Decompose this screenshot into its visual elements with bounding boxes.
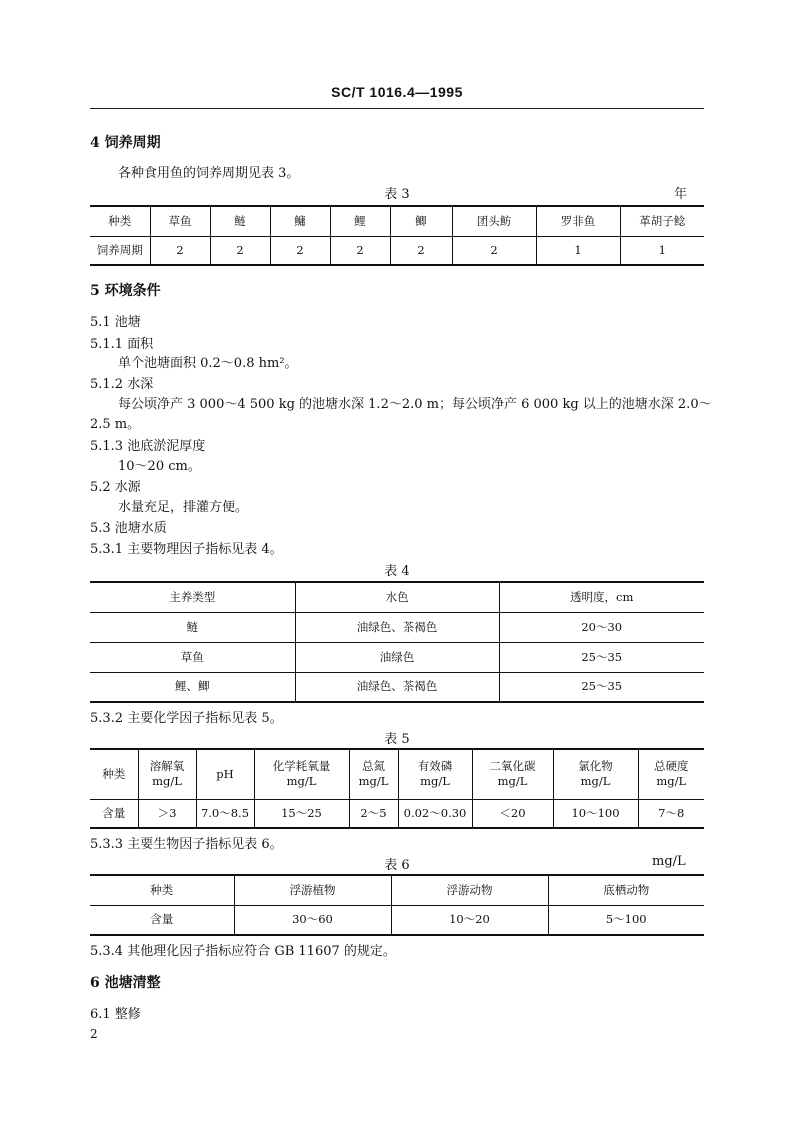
table-cell: 含量 — [90, 799, 138, 828]
table-cell: 底栖动物 — [548, 875, 704, 905]
table-cell: 5～100 — [548, 905, 704, 935]
table-cell — [196, 749, 254, 799]
section-5-1-2-text-cont: 2.5 m。 — [90, 417, 141, 432]
column-name: 氯化物 — [578, 759, 613, 774]
table-cell: 鲤、鲫 — [90, 672, 295, 702]
table-cell: 油绿色、茶褐色 — [295, 612, 499, 642]
column-unit: mg/L — [420, 774, 450, 789]
table6-caption: 表 6 — [384, 858, 410, 873]
table-cell: ＞3 — [138, 799, 196, 828]
table-row — [90, 875, 704, 905]
column-name: 总氮 — [362, 759, 385, 774]
table-cell: 2 — [270, 236, 330, 265]
table-cell — [398, 749, 472, 799]
table-cell: 30～60 — [234, 905, 391, 935]
section-5-2-text: 水量充足，排灌方便。 — [118, 500, 249, 515]
table-cell: 油绿色 — [295, 642, 499, 672]
section-5-1-2: 5.1.2 水深 — [90, 377, 154, 392]
table-row — [90, 206, 704, 236]
table-5 — [90, 748, 704, 829]
section-5-1-1-text: 单个池塘面积 0.2～0.8 hm²。 — [118, 356, 298, 371]
table-4 — [90, 581, 704, 703]
table-cell: 15～25 — [254, 799, 349, 828]
table-cell: 鲢 — [210, 206, 270, 236]
table-cell: 浮游植物 — [234, 875, 391, 905]
page-number: 2 — [90, 1027, 98, 1041]
table3-caption: 表 3 — [384, 187, 410, 202]
table-cell: 种类 — [90, 206, 150, 236]
document-code: SC/T 1016.4—1995 — [331, 84, 463, 100]
table-row — [90, 672, 704, 702]
table-cell: 0.02～0.30 — [398, 799, 472, 828]
table-cell: 2 — [150, 236, 210, 265]
table-cell: 25～35 — [499, 672, 704, 702]
section-5-3-4: 5.3.4 其他理化因子指标应符合 GB 11607 的规定。 — [90, 944, 396, 959]
table-6 — [90, 874, 704, 936]
table-row — [90, 612, 704, 642]
table-cell: 草鱼 — [150, 206, 210, 236]
table-cell: 2～5 — [349, 799, 398, 828]
table-cell: 透明度，cm — [499, 582, 704, 612]
table-cell: 革胡子鲶 — [620, 206, 704, 236]
table-cell — [638, 749, 704, 799]
table-cell: 2 — [210, 236, 270, 265]
column-name: 有效磷 — [417, 759, 453, 774]
table-cell: 7～8 — [638, 799, 704, 828]
table-cell: 油绿色、茶褐色 — [295, 672, 499, 702]
table-cell: 鲫 — [390, 206, 452, 236]
column-unit: mg/L — [152, 774, 182, 789]
column-name: 总硬度 — [654, 759, 689, 774]
table-row — [90, 642, 704, 672]
section-5-1-3: 5.1.3 池底淤泥厚度 — [90, 439, 206, 454]
table-cell: 20～30 — [499, 612, 704, 642]
table-cell: 1 — [536, 236, 620, 265]
section-6-heading: 6 池塘清整 — [90, 975, 161, 991]
column-name: 二氧化碳 — [489, 759, 536, 774]
table-cell: 25～35 — [499, 642, 704, 672]
table4-caption: 表 4 — [384, 564, 410, 579]
table-row — [90, 236, 704, 265]
table-row — [90, 582, 704, 612]
table-cell: 含量 — [90, 905, 234, 935]
table-cell: 种类 — [90, 875, 234, 905]
table-cell: 7.0～8.5 — [196, 799, 254, 828]
column-unit: mg/L — [358, 774, 389, 789]
table-cell: 鲢 — [90, 612, 295, 642]
column-unit: mg/L — [497, 774, 528, 789]
table-cell: 水色 — [295, 582, 499, 612]
table-row — [90, 905, 704, 935]
section-5-1: 5.1 池塘 — [90, 315, 141, 330]
table-cell: 2 — [330, 236, 390, 265]
table-cell: 草鱼 — [90, 642, 295, 672]
table-cell: 鳙 — [270, 206, 330, 236]
section-5-1-1: 5.1.1 面积 — [90, 337, 154, 352]
table-cell — [553, 749, 638, 799]
section-6-1: 6.1 整修 — [90, 1007, 141, 1022]
column-unit: mg/L — [580, 774, 611, 789]
table-cell: 10～100 — [553, 799, 638, 828]
section-5-3-3: 5.3.3 主要生物因子指标见表 6。 — [90, 837, 283, 852]
section-5-3-2: 5.3.2 主要化学因子指标见表 5。 — [90, 711, 283, 726]
table-cell — [349, 749, 398, 799]
section-4-heading: 4 饲养周期 — [90, 135, 161, 151]
table-cell: 10～20 — [391, 905, 548, 935]
table-cell: 2 — [452, 236, 536, 265]
section-5-3: 5.3 池塘水质 — [90, 521, 167, 536]
table-cell — [254, 749, 349, 799]
section-5-heading: 5 环境条件 — [90, 283, 161, 299]
table-cell — [472, 749, 553, 799]
table-cell: 主养类型 — [90, 582, 295, 612]
table-row — [90, 749, 704, 799]
table-3 — [90, 205, 704, 266]
table-cell: 浮游动物 — [391, 875, 548, 905]
table-cell: 2 — [390, 236, 452, 265]
column-name: 溶解氧 — [149, 759, 185, 774]
column-name: pH — [216, 766, 234, 781]
table5-caption: 表 5 — [384, 732, 410, 747]
section-5-3-1: 5.3.1 主要物理因子指标见表 4。 — [90, 542, 283, 557]
table-cell: 鲤 — [330, 206, 390, 236]
table-cell: 团头鲂 — [452, 206, 536, 236]
table-cell — [138, 749, 196, 799]
column-name: 化学耗氧量 — [272, 759, 331, 774]
table6-unit: mg/L — [652, 854, 686, 869]
column-unit: mg/L — [286, 774, 317, 789]
table-cell: ＜20 — [472, 799, 553, 828]
section-5-2: 5.2 水源 — [90, 480, 141, 495]
table-cell: 1 — [620, 236, 704, 265]
table3-unit: 年 — [674, 187, 688, 202]
table-cell: 种类 — [90, 749, 138, 799]
section-5-1-3-text: 10～20 cm。 — [118, 459, 201, 474]
table-cell: 罗非鱼 — [536, 206, 620, 236]
column-unit: mg/L — [656, 774, 687, 789]
section-5-1-2-text: 每公顷净产 3 000～4 500 kg 的池塘水深 1.2～2.0 m；每公顷净产 6 000 kg 以上的池塘水深 2.0～ — [118, 397, 712, 412]
header-rule — [90, 108, 704, 109]
table-row — [90, 799, 704, 828]
section-4-text: 各种食用鱼的饲养周期见表 3。 — [118, 166, 300, 181]
table-cell: 饲养周期 — [90, 236, 150, 265]
